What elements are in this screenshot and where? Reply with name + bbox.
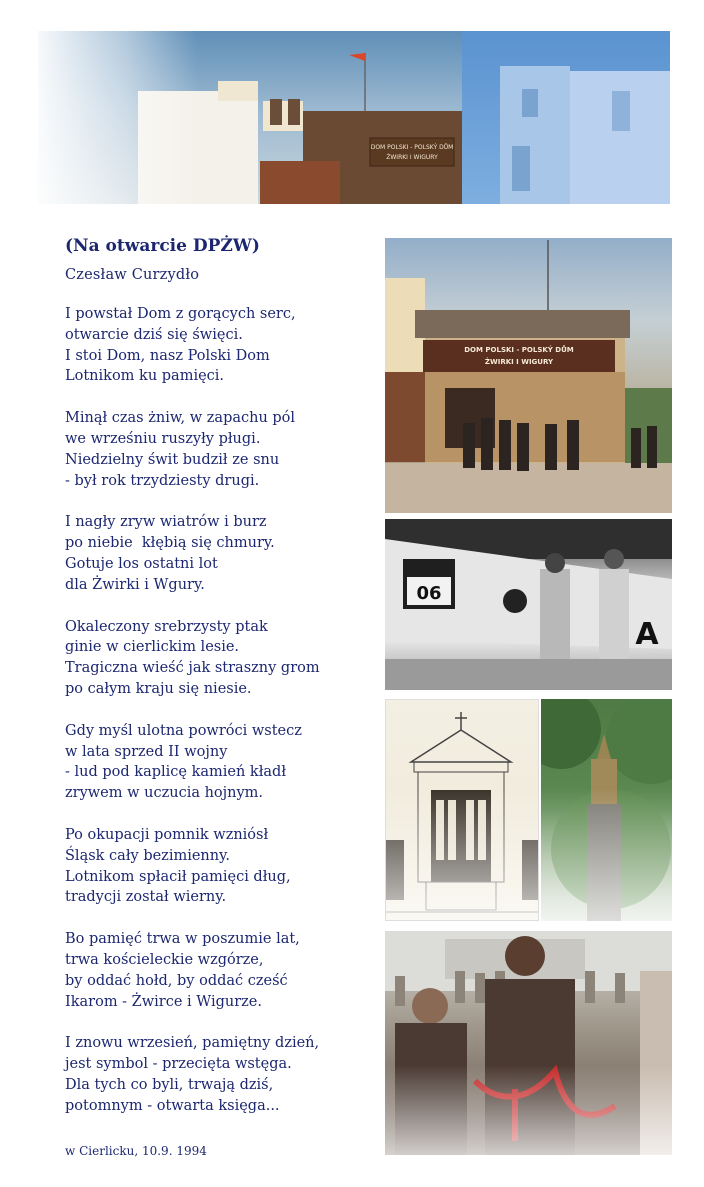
poem-line: I znowu wrzesień, pamiętny dzień, — [65, 1035, 320, 1052]
banner-photo-house — [462, 31, 670, 204]
poem-line: by oddać hołd, by oddać cześć — [65, 972, 288, 989]
poem-line: Lotnikom spłacił pamięci dług, — [65, 868, 291, 885]
poem-line: Niedzielny świt budził ze snu — [65, 451, 280, 468]
poem-line: po niebie kłębią się chmury. — [65, 535, 275, 552]
stanza — [65, 304, 365, 387]
photo-ribbon-cutting — [385, 931, 672, 1155]
poem-line: Po okupacji pomnik wzniósł — [65, 826, 269, 843]
building-sign-line-2: ŻWIRKI I WIGURY — [484, 358, 554, 366]
stanza — [65, 617, 365, 700]
poem-line: I stoi Dom, nasz Polski Dom — [65, 347, 270, 364]
photo-opening-building — [385, 238, 672, 513]
photo-fade-overlay — [385, 1065, 672, 1155]
poem-line: po całym kraju się niesie. — [65, 680, 252, 697]
poem-line: potomnym - otwarta księga... — [65, 1097, 280, 1114]
stanza — [65, 825, 365, 908]
stanza — [65, 929, 365, 1012]
poem-line: I powstał Dom z gorących serc, — [65, 306, 296, 322]
poem-line: tradycji został wierny. — [65, 889, 227, 906]
poem-line: Tragiczna wieść jak straszny grom — [65, 660, 320, 677]
photo-chapel-drawing — [385, 699, 539, 921]
poem-line: Dla tych co byli, trwają dziś, — [65, 1076, 274, 1093]
poem — [65, 236, 365, 1138]
poem-line: Gotuje los ostatni lot — [65, 555, 218, 572]
poem-author: Czesław Curzydło — [65, 267, 200, 283]
header-banner — [38, 31, 670, 204]
poem-line: ginie w cierlickim lesie. — [65, 639, 240, 656]
banner-sign-line-2: ŻWIRKI I WIGURY — [386, 154, 438, 161]
poem-line: - lud pod kaplicę kamień kładł — [65, 764, 287, 781]
plane-number: 06 — [416, 583, 442, 604]
poem-line: Minął czas żniw, w zapachu pól — [65, 410, 296, 427]
stanza — [65, 408, 365, 491]
poem-line: Gdy myśl ulotna powróci wstecz — [65, 722, 302, 739]
poem-line: Śląsk cały bezimienny. — [65, 847, 230, 864]
photo-monument — [541, 699, 672, 921]
place-date-note: w Cierlicku, 10.9. 1994 — [65, 1144, 207, 1158]
banner-house-illustration — [462, 31, 670, 204]
building-sign-line-1: DOM POLSKI - POLSKÝ DŮM — [464, 346, 574, 354]
poem-line: Okaleczony srebrzysty ptak — [65, 618, 268, 635]
poem-line: Bo pamięć trwa w poszumie lat, — [65, 931, 300, 948]
stanza — [65, 1033, 365, 1116]
poem-line: otwarcie dziś się święci. — [65, 326, 243, 343]
poem-line: I nagły zryw wiatrów i burz — [65, 514, 267, 531]
poem-line: w lata sprzed II wojny — [65, 743, 228, 760]
aviators-plane-illustration — [385, 519, 672, 690]
poem-line: trwa kościeleckie wzgórze, — [65, 951, 264, 968]
poem-line: jest symbol - przecięta wstęga. — [65, 1056, 292, 1073]
poem-title: (Na otwarcie DPŻW) — [65, 236, 260, 256]
poem-line: we wrześniu ruszyły pługi. — [65, 430, 261, 447]
poem-line: dla Żwirki i Wgury. — [65, 576, 205, 593]
banner-fade-overlay — [38, 31, 198, 204]
banner-sign-line-1: DOM POLSKI - POLSKÝ DŮM — [370, 144, 454, 151]
poem-line: - był rok trzydziesty drugi. — [65, 472, 260, 489]
stanza — [65, 721, 365, 804]
photo-fade-overlay — [541, 788, 672, 921]
banner-photo-building — [38, 31, 462, 204]
opening-building-illustration — [385, 238, 672, 513]
poem-line: zrywem w uczucia hojnym. — [65, 785, 264, 802]
stanza — [65, 512, 365, 595]
plane-letter: A — [635, 617, 659, 652]
poem-line: Ikarom - Żwirce i Wigurze. — [65, 993, 262, 1010]
photo-fade-overlay — [386, 788, 538, 920]
photo-aviators-plane — [385, 519, 672, 690]
poem-line: Lotnikom ku pamięci. — [65, 368, 225, 385]
